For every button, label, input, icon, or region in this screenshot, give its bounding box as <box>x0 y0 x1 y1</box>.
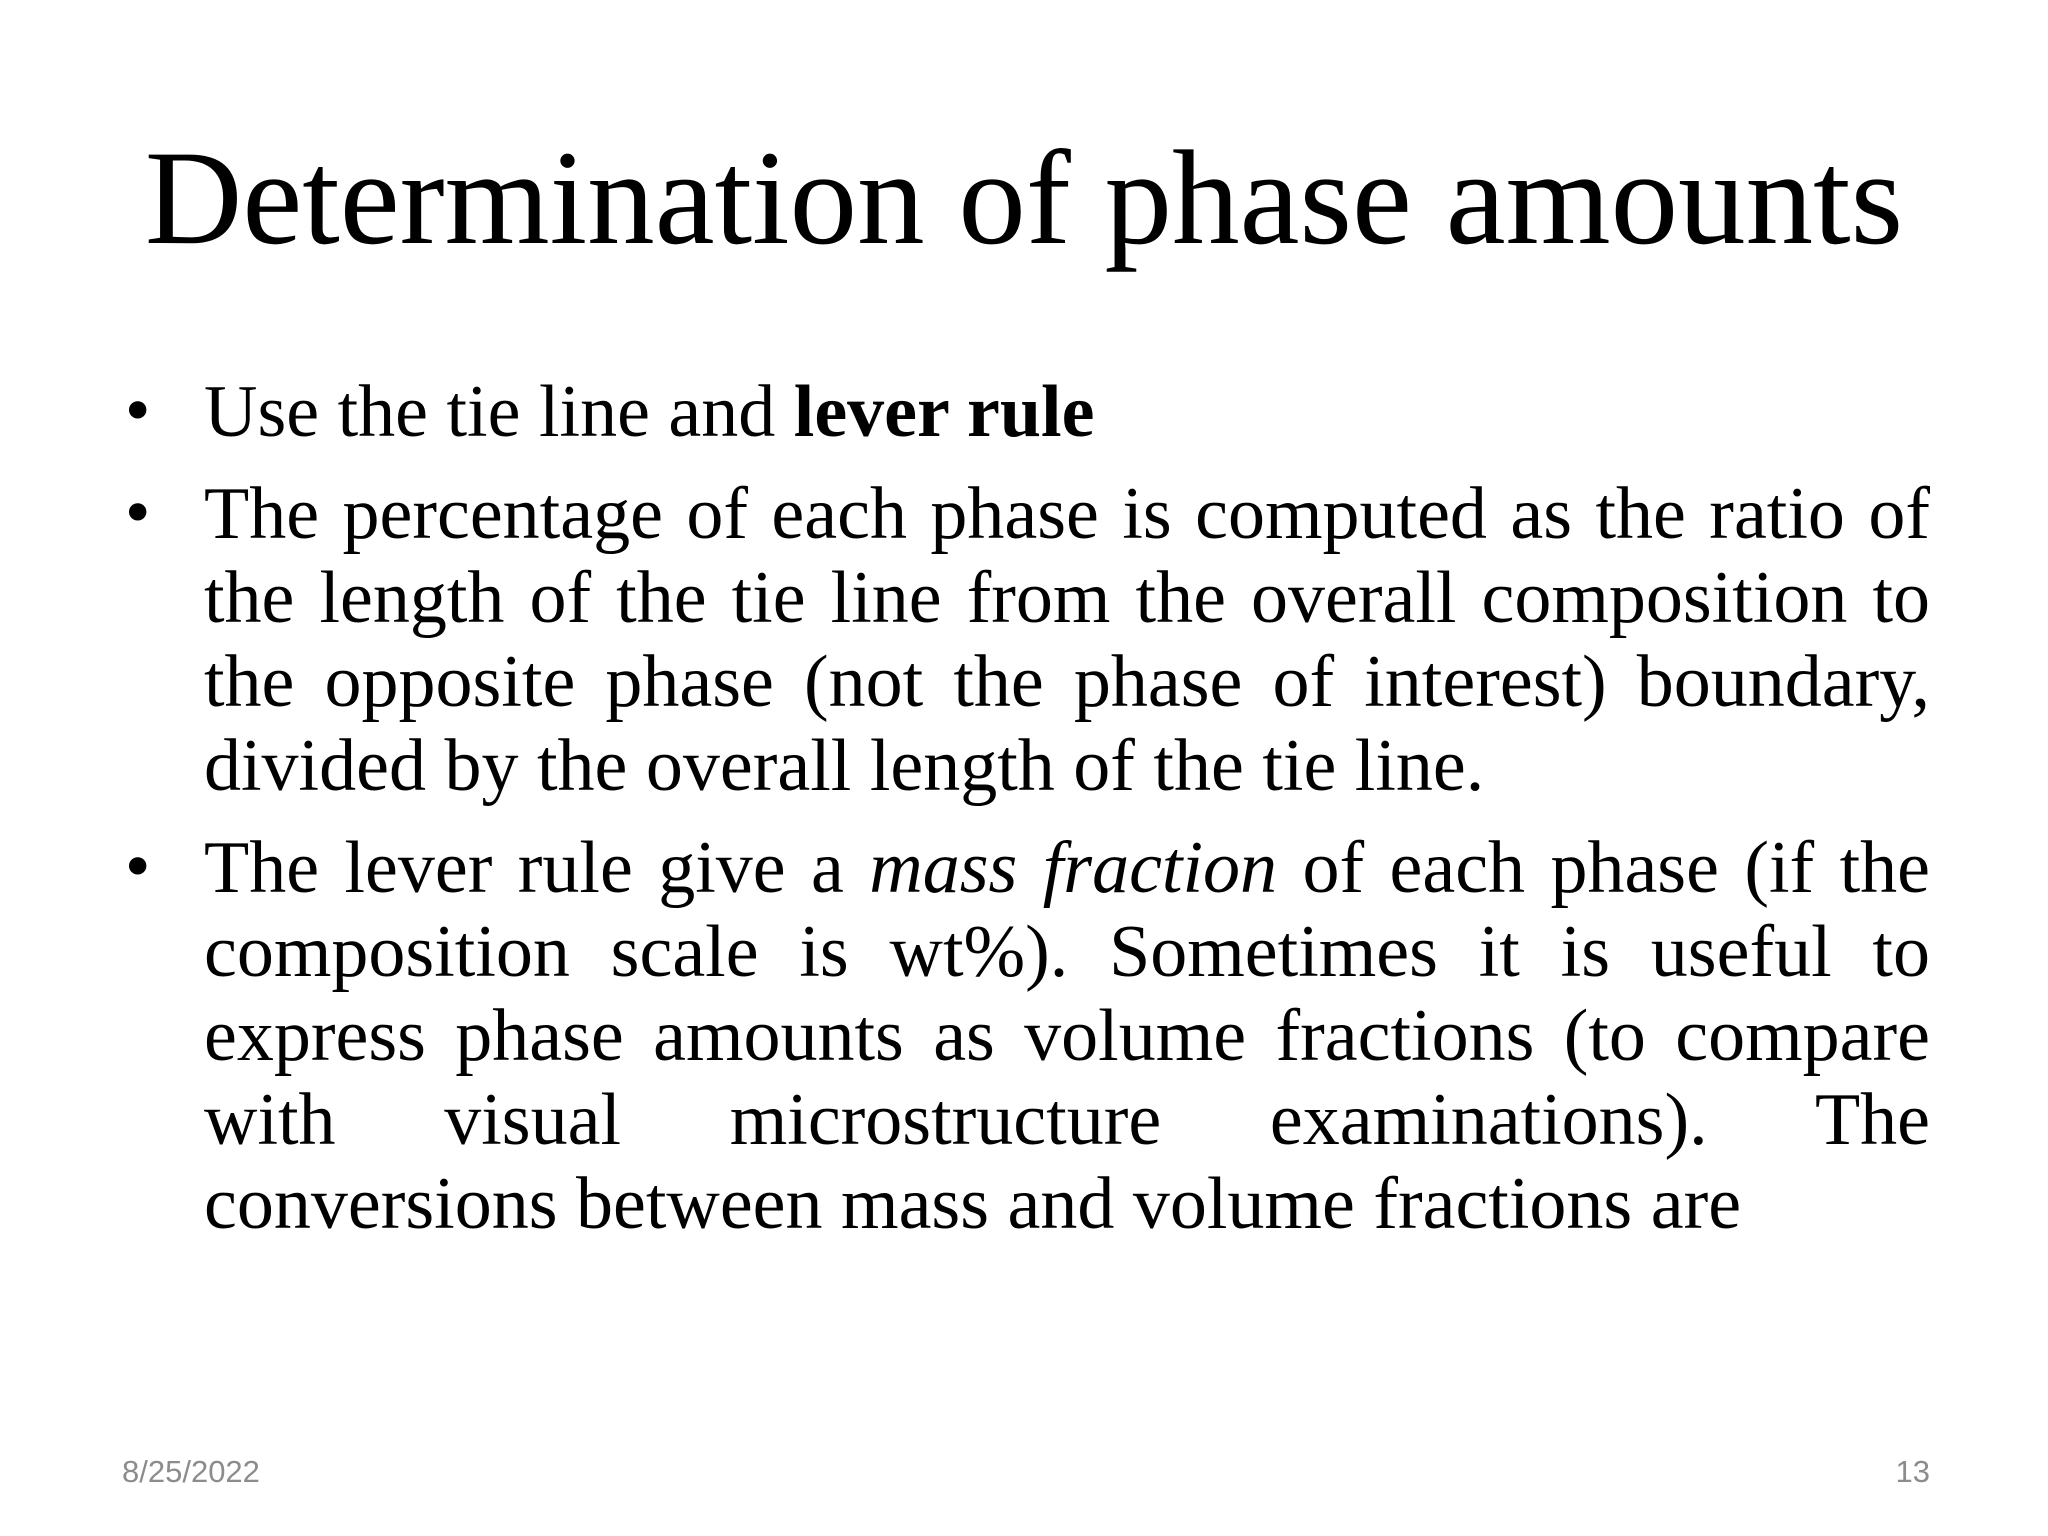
bullet-dot-icon: • <box>120 479 156 549</box>
bullet-dot-icon: • <box>120 833 156 903</box>
bullet-text-part: Use the tie line and <box>204 371 794 453</box>
bullet-text <box>204 826 1930 1246</box>
bold-term: lever rule <box>793 371 1095 453</box>
bullet-item <box>120 826 1930 1246</box>
bullet-list <box>120 370 1930 1264</box>
slide-title: Determination of phase amounts <box>144 124 1904 273</box>
bullet-text-part: The lever rule give a <box>204 827 870 909</box>
bullet-item <box>120 370 1930 454</box>
footer-date: 8/25/2022 <box>122 1454 260 1489</box>
italic-term: mass fraction <box>869 827 1278 909</box>
bullet-dot-icon: • <box>120 377 156 447</box>
footer-page-number: 13 <box>1895 1454 1930 1489</box>
bullet-text-part: of each phase (if the composition scale is wt%). Sometimes it is useful to express phase amounts as volume fractions (to compare with visual microstructure examinations). The conversions between mass and volume fractions are <box>204 827 1930 1245</box>
bullet-item <box>120 472 1930 808</box>
bullet-text: The percentage of each phase is computed as the ratio of the length of the tie line from the overall composition to the opposite phase (not the phase of interest) boundary, divided by the overall length of the tie line. <box>204 473 1930 807</box>
bullet-text <box>204 370 1930 454</box>
